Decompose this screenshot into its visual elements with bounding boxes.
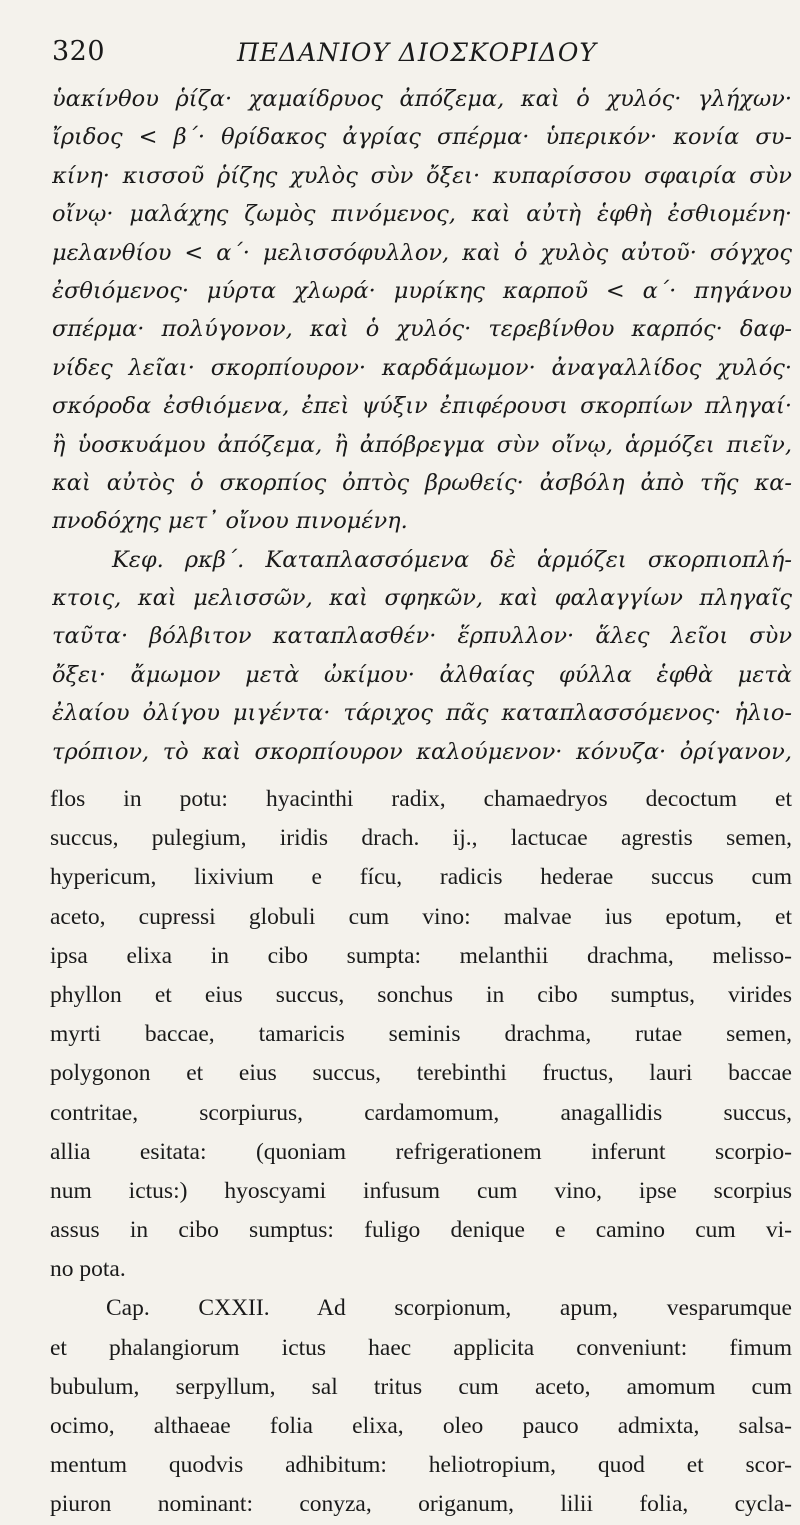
greek-line: ὑακίνθου ῥίζα· χαμαίδρυος ἀπόζεμα, καὶ ὁ χυλός· γλήχων· (52, 86, 792, 112)
page-number: 320 (52, 36, 106, 67)
latin-line: myrti baccae, tamaricis seminis drachma, rutae semen, (50, 1021, 792, 1048)
latin-line: piuron nominant: conyza, origanum, lilii folia, cycla- (50, 1491, 792, 1518)
latin-line: et phalangiorum ictus haec applicita conveniunt: fimum (50, 1334, 792, 1361)
greek-line: ἴριδος < β΄· θρίδακος ἀγρίας σπέρμα· ὑπερικόν· κονία συ- (52, 124, 792, 151)
greek-line: καὶ αὐτὸς ὁ σκορπίος ὀπτὸς βρωθείς· ἀσβόλη ἀπὸ τῆς κα- (52, 469, 792, 496)
running-head: ΠΕΔΑΝΙΟΥ ΔΙΟΣΚΟΡΙΔΟΥ (237, 38, 597, 67)
latin-line: hypericum, lixivium e fícu, radicis hederae succus cum (50, 864, 792, 891)
greek-line: κίνη· κισσοῦ ῥίζης χυλὸς σὺν ὄξει· κυπαρίσσου σφαιρία σὺν (52, 162, 792, 189)
greek-line: κτοις, καὶ μελισσῶν, καὶ σφηκῶν, καὶ φαλαγγίων πληγαῖς (52, 585, 792, 612)
latin-line: allia esitata: (quoniam refrigerationem inferunt scorpio- (50, 1138, 792, 1165)
latin-line: aceto, cupressi globuli cum vino: malvae ius epotum, et (50, 903, 792, 930)
greek-chapter-heading-line: Κεφ. ρκβ΄. Καταπλασσόμενα δὲ ἁρμόζει σκορπιοπλή- (112, 546, 792, 573)
greek-text-block (52, 80, 792, 771)
greek-line: τρόπιον, τὸ καὶ σκορπίουρον καλούμενον· κόνυζα· ὀρίγανον, (52, 738, 792, 765)
latin-line: assus in cibo sumptus: fuligo denique e camino cum vi- (50, 1217, 792, 1244)
latin-chapter-heading-line: Cap. CXXII. Ad scorpionum, apum, vesparumque (106, 1295, 792, 1322)
latin-text-block (50, 780, 792, 1525)
greek-line: ὄξει· ἄμωμον μετὰ ὠκίμου· ἀλθαίας φύλλα ἑφθὰ μετὰ (52, 661, 792, 688)
latin-line: no pota. (50, 1256, 126, 1283)
page-header (52, 36, 760, 76)
greek-line: σπέρμα· πολύγονον, καὶ ὁ χυλός· τερεβίνθου καρπός· δαφ- (52, 316, 792, 343)
latin-line: polygonon et eius succus, terebinthi fructus, lauri baccae (50, 1060, 792, 1087)
latin-line: ipsa elixa in cibo sumpta: melanthii drachma, melisso- (50, 942, 792, 969)
latin-line: bubulum, serpyllum, sal tritus cum aceto, amomum cum (50, 1373, 792, 1400)
latin-line: phyllon et eius succus, sonchus in cibo sumptus, virides (50, 981, 792, 1008)
latin-line: num ictus:) hyoscyami infusum cum vino, ipse scorpius (50, 1177, 792, 1204)
greek-line: ἐλαίου ὀλίγου μιγέντα· τάριχος πᾶς καταπλασσόμενος· ἡλιο- (52, 700, 792, 727)
greek-line: οἴνῳ· μαλάχης ζωμὸς πινόμενος, καὶ αὐτὴ ἑφθὴ ἐσθιομένη· (52, 201, 792, 228)
latin-line: ocimo, althaeae folia elixa, oleo pauco admixta, salsa- (50, 1413, 792, 1439)
greek-line: ἢ ὑοσκυάμου ἀπόζεμα, ἢ ἀπόβρεγμα σὺν οἴνῳ, ἁρμόζει πιεῖν, (52, 431, 792, 458)
greek-line: πνοδόχης μετ᾽ οἴνου πινομένη. (52, 508, 408, 535)
greek-line: ἐσθιόμενος· μύρτα χλωρά· μυρίκης καρποῦ < α΄· πηγάνου (52, 277, 792, 304)
greek-line: νίδες λεῖαι· σκορπίουρον· καρδάμωμον· ἀναγαλλίδος χυλός· (52, 354, 792, 381)
greek-line: ταῦτα· βόλβιτον καταπλασθέν· ἕρπυλλον· ἅλες λεῖοι σὺν (52, 623, 792, 650)
latin-line: flos in potu: hyacinthi radix, chamaedryos decoctum et (50, 786, 792, 812)
greek-line: σκόροδα ἐσθιόμενα, ἐπεὶ ψύξιν ἐπιφέρουσι σκορπίων πληγαί· (52, 393, 792, 420)
latin-line: contritae, scorpiurus, cardamomum, anagallidis succus, (50, 1099, 792, 1126)
greek-line: μελανθίου < α΄· μελισσόφυλλον, καὶ ὁ χυλὸς αὐτοῦ· σόγχος (52, 239, 792, 266)
latin-line: mentum quodvis adhibitum: heliotropium, quod et scor- (50, 1452, 792, 1479)
latin-line: succus, pulegium, iridis drach. ij., lactucae agrestis semen, (50, 825, 792, 852)
